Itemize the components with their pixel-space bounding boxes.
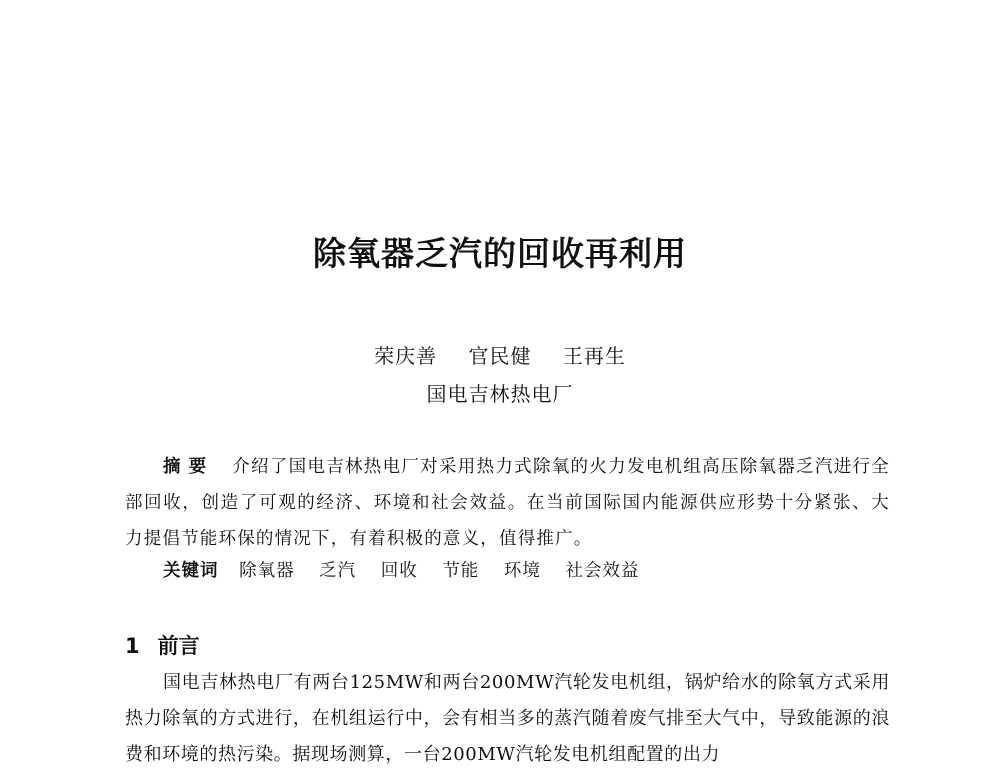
section-body: 国电吉林热电厂有两台125MW和两台200MW汽轮发电机组，锅炉给水的除氧方式采用热力除氧的方式进行，在机组运行中，会有相当多的蒸汽随着废气排至大气中，导致能源的浪费和环境的热污染。据现场测算，一台200MW汽轮发电机组配置的出力	[125, 672, 890, 765]
abstract-label: 摘要	[163, 457, 215, 477]
author-list	[0, 340, 1000, 369]
keywords	[163, 557, 657, 582]
section-number: 1	[125, 634, 140, 658]
author-affiliation: 国电吉林热电厂	[426, 382, 574, 406]
paper-title: 除氧器乏汽的回收再利用	[313, 234, 687, 273]
keywords-label: 关键词	[163, 561, 219, 581]
keyword: 环境	[503, 561, 541, 581]
keyword: 社会效益	[565, 561, 640, 581]
keyword: 除氧器	[239, 561, 295, 581]
author-name: 官民健	[468, 344, 532, 368]
section-heading	[125, 630, 200, 660]
abstract	[125, 449, 890, 557]
keyword: 回收	[380, 561, 418, 581]
keyword: 乏汽	[319, 561, 357, 581]
keyword: 节能	[442, 561, 480, 581]
author-name: 荣庆善	[374, 344, 438, 368]
author-name: 王再生	[562, 344, 626, 368]
abstract-text: 介绍了国电吉林热电厂对采用热力式除氧的火力发电机组高压除氧器乏汽进行全部回收，创造了可观的经济、环境和社会效益。在当前国际国内能源供应形势十分紧张、大力提倡节能环保的情况下，有着积极的意义，值得推广。	[125, 457, 891, 549]
section-title: 前言	[157, 634, 200, 658]
